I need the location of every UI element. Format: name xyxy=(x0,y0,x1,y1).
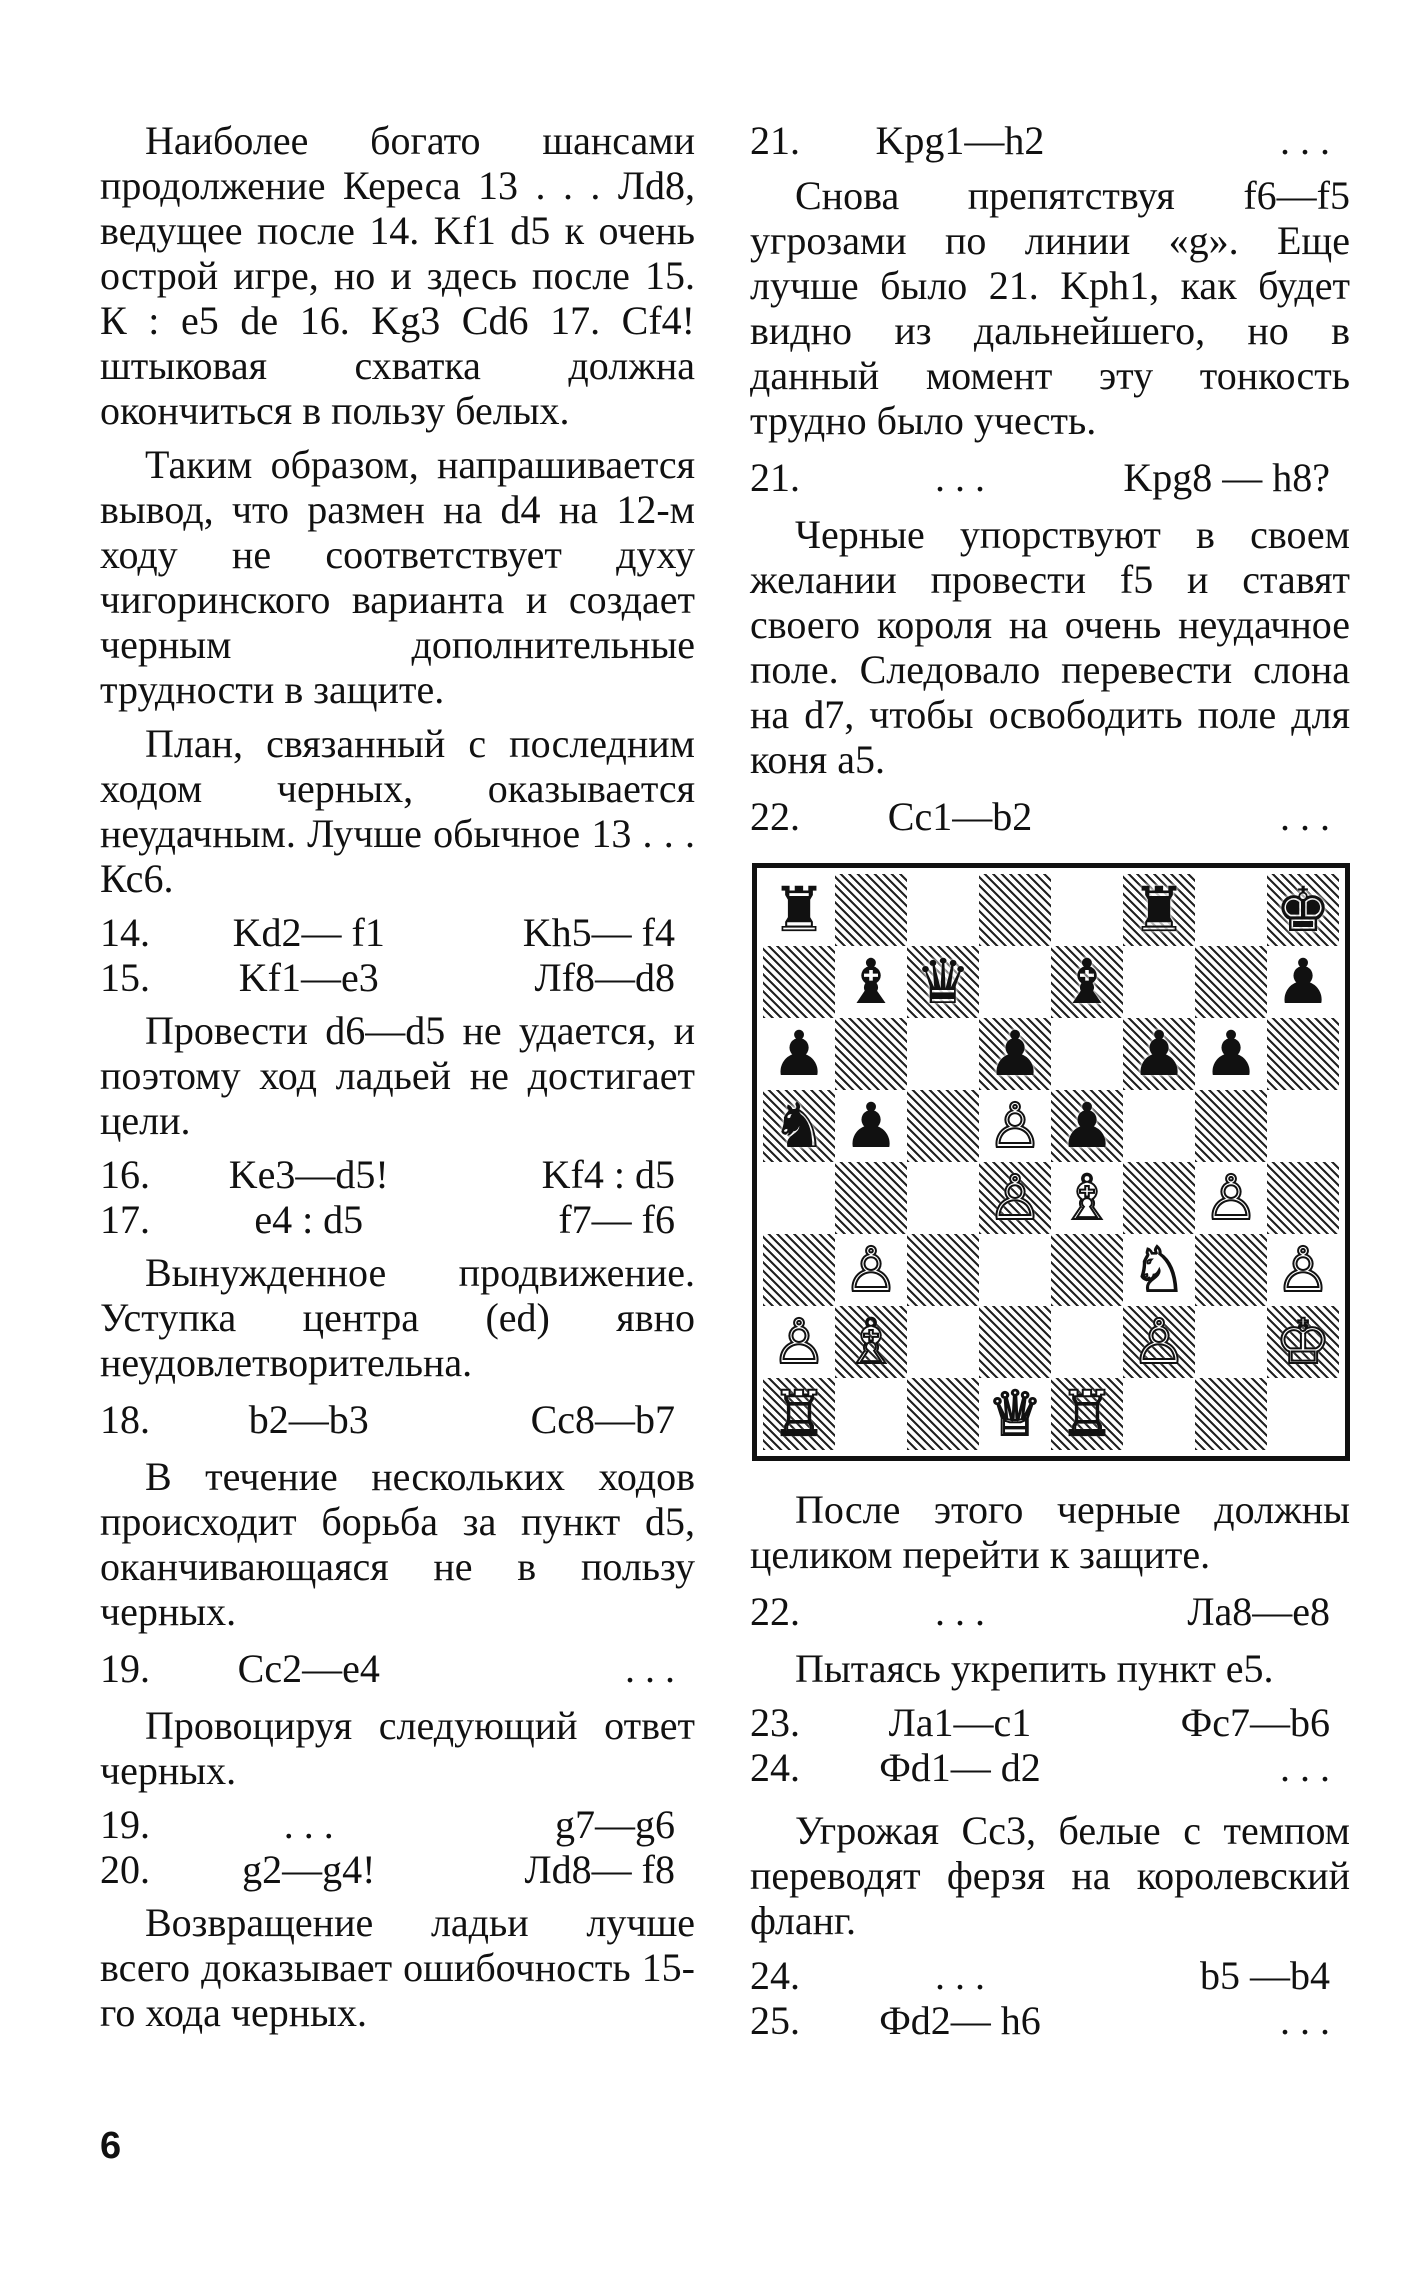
square-h4 xyxy=(1267,1162,1339,1234)
square-a3 xyxy=(763,1234,835,1306)
page-number: 6 xyxy=(100,2125,122,2167)
left-column xyxy=(100,118,695,2044)
square-c8 xyxy=(907,874,979,946)
square-a7 xyxy=(763,946,835,1018)
square-h6 xyxy=(1267,1018,1339,1090)
square-f5 xyxy=(1123,1090,1195,1162)
white-pawn-d4: ♙ xyxy=(987,1161,1043,1234)
right-column xyxy=(750,118,1350,2043)
square-b4 xyxy=(835,1162,907,1234)
white-bishop-e4: ♗ xyxy=(1059,1161,1115,1234)
black-pawn-h7: ♟ xyxy=(1275,945,1331,1018)
black-pawn-g6: ♟ xyxy=(1203,1017,1259,1090)
white-pawn-f2: ♙ xyxy=(1131,1305,1187,1378)
move-line: 20. g2—g4! Лd8— f8 xyxy=(100,1847,675,1892)
square-f1 xyxy=(1123,1378,1195,1450)
square-a4 xyxy=(763,1162,835,1234)
square-e2 xyxy=(1051,1306,1123,1378)
paragraph: Наиболее богато шансами продолжение Кереса 13 . . . Лd8, ведущее после 14. Kf1 d5 к очень острой игре, но и здесь после 15. К : e5 de 16. Kg3 Cd6 17. Cf4! штыковая схватка должна окончиться в пользу белых. xyxy=(100,118,695,433)
black-bishop-b7: ♝ xyxy=(843,945,899,1018)
square-c4 xyxy=(907,1162,979,1234)
move-line: 19. . . . g7—g6 xyxy=(100,1802,675,1847)
square-h1 xyxy=(1267,1378,1339,1450)
white-knight-f3: ♘ xyxy=(1131,1233,1187,1306)
white-pawn-b3: ♙ xyxy=(843,1233,899,1306)
paragraph: Черные упорствуют в своем желании провести f5 и ставят своего короля на очень неудачное поле. Следовало перевести слона на d7, чтобы освободить поле для коня a5. xyxy=(750,512,1350,782)
black-pawn-f6: ♟ xyxy=(1131,1017,1187,1090)
move-line: 22. . . . Ла8—е8 xyxy=(750,1589,1330,1634)
move-line: 19. Cc2—e4 . . . xyxy=(100,1646,675,1691)
move-line: 24. Фd1— d2 . . . xyxy=(750,1745,1330,1790)
black-pawn-e5: ♟ xyxy=(1059,1089,1115,1162)
square-b6 xyxy=(835,1018,907,1090)
square-c1 xyxy=(907,1378,979,1450)
square-e3 xyxy=(1051,1234,1123,1306)
move-line: 21. . . . Kpg8 — h8? xyxy=(750,455,1330,500)
white-pawn-a2: ♙ xyxy=(771,1305,827,1378)
paragraph: Провести d6—d5 не удается, и поэтому ход ладьей не достигает цели. xyxy=(100,1008,695,1143)
chess-diagram xyxy=(752,863,1350,1461)
move-line: 15. Kf1—e3 Лf8—d8 xyxy=(100,955,675,1000)
square-g5 xyxy=(1195,1090,1267,1162)
black-pawn-d6: ♟ xyxy=(987,1017,1043,1090)
paragraph: В течение нескольких ходов происходит борьба за пункт d5, оканчивающаяся не в пользу черных. xyxy=(100,1454,695,1634)
square-g7 xyxy=(1195,946,1267,1018)
square-e6 xyxy=(1051,1018,1123,1090)
paragraph: План, связанный с последним ходом черных, оказывается неудачным. Лучше обычное 13 . . . Кс6. xyxy=(100,721,695,901)
paragraph: После этого черные должны целиком перейти к защите. xyxy=(750,1487,1350,1577)
square-c2 xyxy=(907,1306,979,1378)
square-f7 xyxy=(1123,946,1195,1018)
move-line: 14. Kd2— f1 Kh5— f4 xyxy=(100,910,675,955)
white-rook-a1: ♖ xyxy=(771,1377,827,1450)
move-line: 16. Ke3—d5! Kf4 : d5 xyxy=(100,1152,675,1197)
black-pawn-b5: ♟ xyxy=(843,1089,899,1162)
move-line: 21. Kpg1—h2 . . . xyxy=(750,118,1330,163)
white-pawn-g4: ♙ xyxy=(1203,1161,1259,1234)
square-d7 xyxy=(979,946,1051,1018)
white-queen-d1: ♕ xyxy=(987,1377,1043,1450)
square-c5 xyxy=(907,1090,979,1162)
black-bishop-e7: ♝ xyxy=(1059,945,1115,1018)
move-line: 24. . . . b5 —b4 xyxy=(750,1953,1330,1998)
paragraph: Провоцируя следующий ответ черных. xyxy=(100,1703,695,1793)
square-e8 xyxy=(1051,874,1123,946)
square-d2 xyxy=(979,1306,1051,1378)
move-line: 17. e4 : d5 f7— f6 xyxy=(100,1197,675,1242)
white-king-h2: ♔ xyxy=(1275,1305,1331,1378)
square-d8 xyxy=(979,874,1051,946)
move-line: 25. Фd2— h6 . . . xyxy=(750,1998,1330,2043)
paragraph: Вынужденное продвижение. Уступка центра (ed) явно неудовлетворительна. xyxy=(100,1250,695,1385)
move-line: 22. Cc1—b2 . . . xyxy=(750,794,1330,839)
square-g2 xyxy=(1195,1306,1267,1378)
black-rook-a8: ♜ xyxy=(771,873,827,946)
square-c6 xyxy=(907,1018,979,1090)
square-b1 xyxy=(835,1378,907,1450)
black-queen-c7: ♛ xyxy=(915,945,971,1018)
square-f4 xyxy=(1123,1162,1195,1234)
white-pawn-h3: ♙ xyxy=(1275,1233,1331,1306)
black-knight-a5: ♞ xyxy=(771,1089,827,1162)
square-g8 xyxy=(1195,874,1267,946)
move-line: 23. Ла1—с1 Фс7—b6 xyxy=(750,1700,1330,1745)
paragraph: Угрожая Cc3, белые с темпом переводят ферзя на королевский фланг. xyxy=(750,1808,1350,1943)
white-bishop-b2: ♗ xyxy=(843,1305,899,1378)
square-c3 xyxy=(907,1234,979,1306)
paragraph: Возвращение ладьи лучше всего доказывает ошибочность 15-го хода черных. xyxy=(100,1900,695,2035)
square-g1 xyxy=(1195,1378,1267,1450)
square-b8 xyxy=(835,874,907,946)
move-line: 18. b2—b3 Cc8—b7 xyxy=(100,1397,675,1442)
white-pawn-d5: ♙ xyxy=(987,1089,1043,1162)
paragraph: Таким образом, напрашивается вывод, что размен на d4 на 12-м ходу не соответствует духу чигоринского варианта и создает черным дополнительные трудности в защите. xyxy=(100,442,695,712)
square-g3 xyxy=(1195,1234,1267,1306)
black-king-h8: ♚ xyxy=(1275,873,1331,946)
paragraph: Пытаясь укрепить пункт е5. xyxy=(795,1646,1274,1691)
black-pawn-a6: ♟ xyxy=(771,1017,827,1090)
square-h5 xyxy=(1267,1090,1339,1162)
square-d3 xyxy=(979,1234,1051,1306)
paragraph: Снова препятствуя f6—f5 угрозами по линии «g». Еще лучше было 21. Kph1, как будет видно из дальнейшего, но в данный момент эту тонкость трудно было учесть. xyxy=(750,173,1350,443)
black-rook-f8: ♜ xyxy=(1131,873,1187,946)
white-rook-e1: ♖ xyxy=(1059,1377,1115,1450)
